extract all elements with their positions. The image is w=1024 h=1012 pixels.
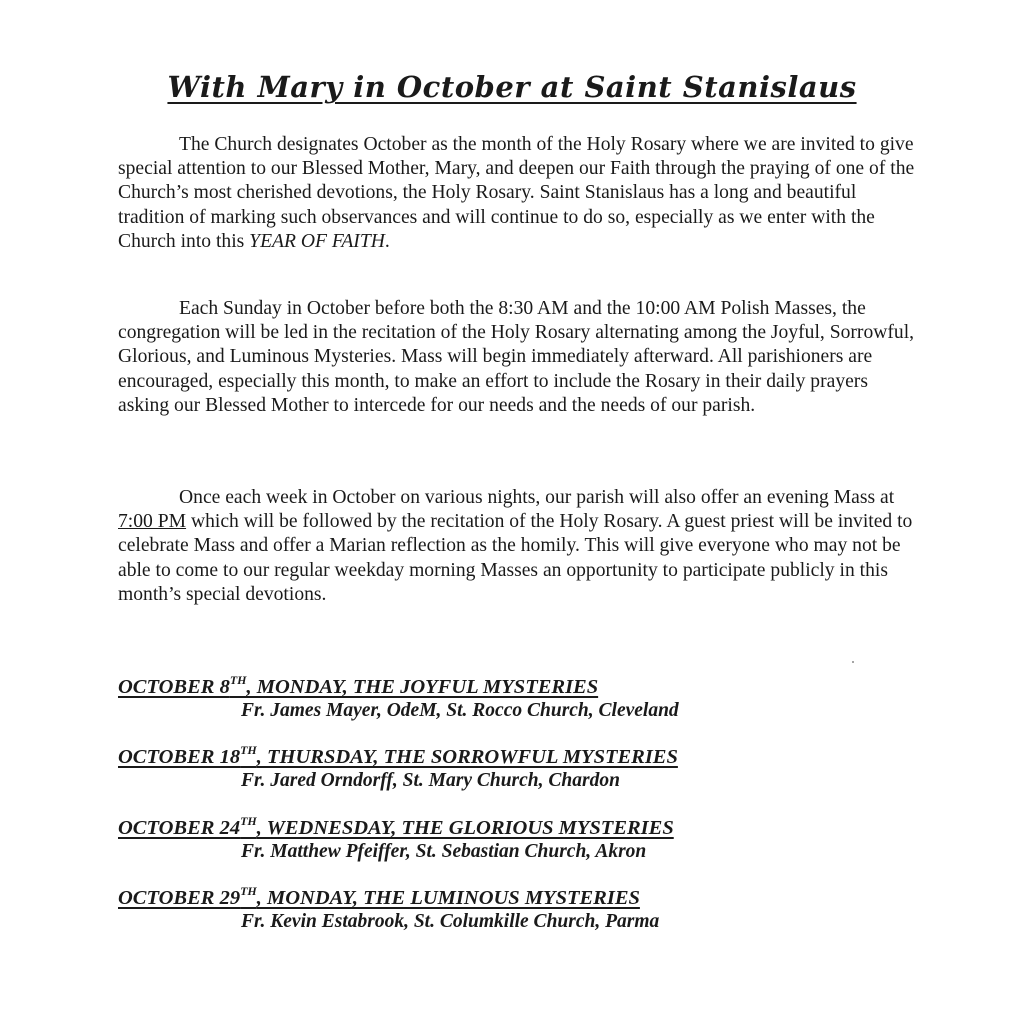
evening-mass-time: 7:00 PM — [118, 511, 187, 533]
date-suffix: TH — [240, 743, 257, 757]
paragraph-evening-mass — [118, 486, 918, 607]
schedule-priest: Fr. Matthew Pfeiffer, St. Sebastian Church, Akron — [241, 841, 647, 862]
schedule-item — [118, 886, 938, 934]
scan-speck — [852, 661, 854, 663]
schedule-day-mysteries: , MONDAY, THE LUMINOUS MYSTERIES — [256, 887, 640, 909]
year-of-faith-text: YEAR OF FAITH — [249, 230, 385, 252]
paragraph-rosary-month — [118, 133, 918, 254]
schedule-priest: Fr. Jared Orndorff, St. Mary Church, Chardon — [241, 770, 620, 791]
schedule-heading — [118, 675, 938, 699]
date-suffix: TH — [229, 673, 247, 687]
schedule-date: OCTOBER 29 — [118, 887, 241, 909]
schedule-item — [118, 816, 938, 864]
paragraph-text: The Church designates October as the month of the Holy Rosary where we are invited to give special attention to our Blessed Mother, Mary, and deepen our Faith through the praying of one of the Church’s most cherished devotions, the Holy Rosary. Saint Stanislaus has a long and beautiful tradition of marking such observances and will continue to do so, especially as we enter with the Church into this — [118, 134, 915, 252]
paragraph-end: . — [384, 230, 390, 252]
schedule-heading — [118, 886, 938, 910]
paragraph-text: Each Sunday in October before both the 8:30 AM and the 10:00 AM Polish Masses, the congregation will be led in the recitation of the Holy Rosary alternating among the Joyful, Sorrowful, Glorious, and Luminous Mysteries. Mass will begin immediately afterward. All parishioners are encouraged, especially this month, to make an effort to include the Rosary in their daily prayers asking our Blessed Mother to intercede for our needs and the needs of our parish. — [118, 298, 915, 416]
schedule-day-mysteries: , THURSDAY, THE SORROWFUL MYSTERIES — [256, 746, 678, 768]
date-suffix: TH — [240, 814, 257, 828]
schedule-heading — [118, 745, 938, 769]
schedule-date: OCTOBER 24 — [118, 817, 241, 839]
schedule-date: OCTOBER 18 — [118, 746, 241, 768]
document-title: With Mary in October at Saint Stanislaus — [167, 70, 857, 104]
paragraph-text: which will be followed by the recitation of the Holy Rosary. A guest priest will be invited to celebrate Mass and offer a Marian reflection as the homily. This will give everyone who may not be able to come to our regular weekday morning Masses an opportunity to participate publicly in this month’s special devotions. — [118, 511, 913, 605]
schedule-item — [118, 675, 938, 723]
schedule-date: OCTOBER 8 — [118, 676, 230, 698]
schedule-heading — [118, 816, 938, 840]
schedule-day-mysteries: , MONDAY, THE JOYFUL MYSTERIES — [246, 676, 599, 698]
paragraph-text: Once each week in October on various nights, our parish will also offer an evening Mass at — [179, 487, 895, 508]
schedule-priest: Fr. Kevin Estabrook, St. Columkille Church, Parma — [241, 911, 660, 932]
date-suffix: TH — [240, 884, 257, 898]
schedule-day-mysteries: , WEDNESDAY, THE GLORIOUS MYSTERIES — [256, 817, 674, 839]
paragraph-sunday-rosary — [118, 297, 918, 418]
schedule-priest: Fr. James Mayer, OdeM, St. Rocco Church, Cleveland — [241, 700, 679, 721]
schedule-item — [118, 745, 938, 793]
